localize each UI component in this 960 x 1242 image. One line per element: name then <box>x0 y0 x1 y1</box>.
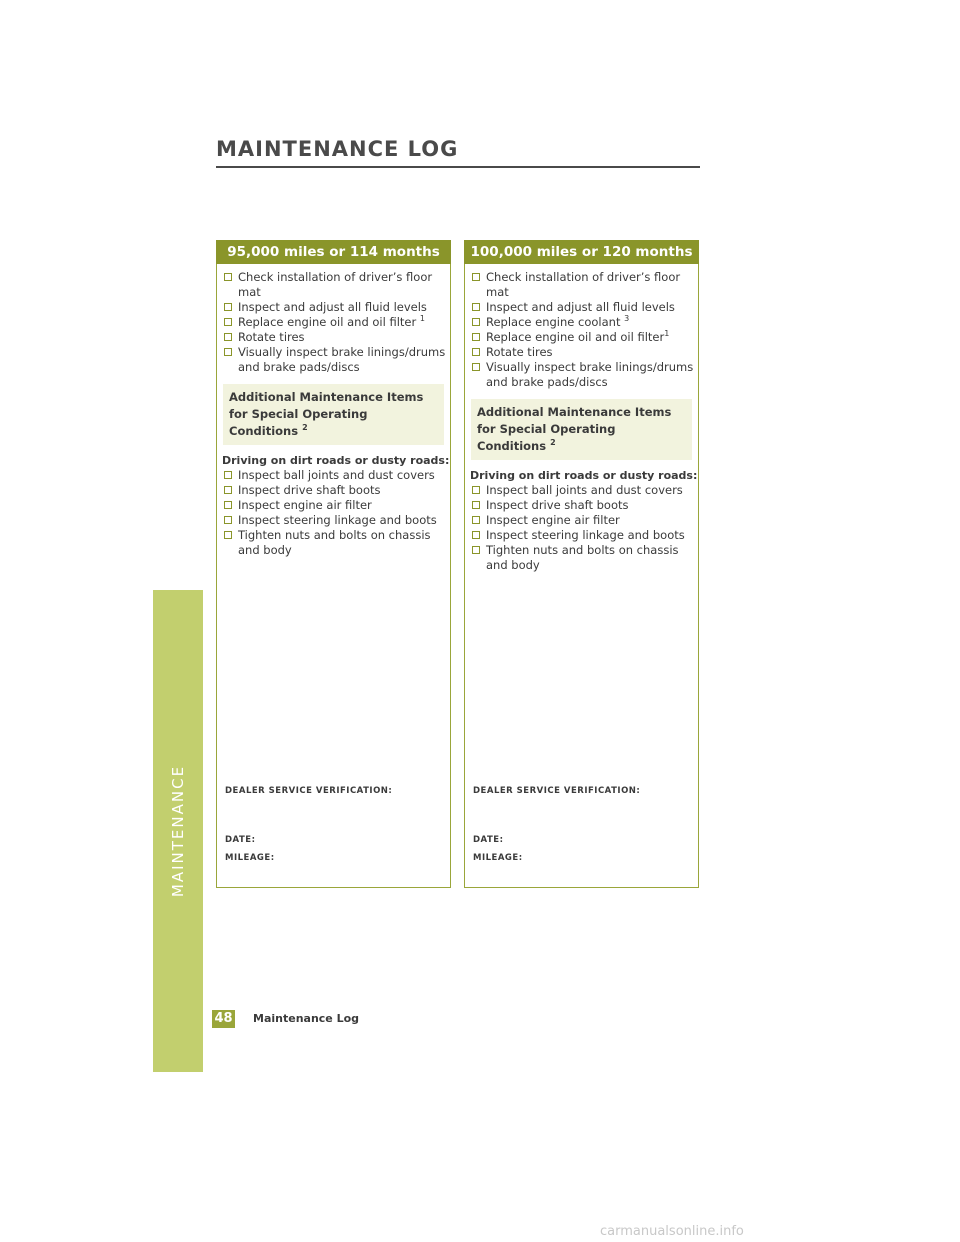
checklist-item <box>470 543 698 573</box>
checklist-item-text: Inspect drive shaft boots <box>486 498 629 512</box>
side-tab-label <box>153 590 203 1072</box>
checkbox[interactable] <box>224 501 232 509</box>
maintenance-column-100000 <box>464 240 699 888</box>
checklist-item-text: Inspect ball joints and dust covers <box>486 483 683 497</box>
checklist-item <box>470 513 698 528</box>
checkbox[interactable] <box>472 546 480 554</box>
checklist-item <box>222 345 450 375</box>
checkbox[interactable] <box>224 303 232 311</box>
footer-label: Maintenance Log <box>253 1012 360 1025</box>
checkbox[interactable] <box>472 501 480 509</box>
checklist-item <box>222 483 450 498</box>
checkbox[interactable] <box>472 333 480 341</box>
checklist-item <box>222 330 450 345</box>
checklist-item-text: Inspect and adjust all fluid levels <box>486 300 675 314</box>
condition-checklist <box>470 483 698 573</box>
checklist-item <box>470 528 698 543</box>
checkbox[interactable] <box>224 318 232 326</box>
checklist-item-text: Replace engine oil and oil filter <box>486 330 665 344</box>
maintenance-column-95000 <box>216 240 451 888</box>
watermark: carmanualsonline.info <box>600 1224 744 1239</box>
service-checklist <box>222 270 450 375</box>
checklist-item <box>470 315 698 330</box>
condition-heading: Driving on dirt roads or dusty roads: <box>222 454 450 467</box>
checklist-item <box>222 513 450 528</box>
checkbox[interactable] <box>224 333 232 341</box>
checklist-item-text: Check installation of driver’s floor mat <box>486 270 681 299</box>
checklist-item <box>470 345 698 360</box>
footnote-marker: 2 <box>302 423 308 433</box>
checklist-item-text: Visually inspect brake linings/drums and brake pads/discs <box>486 360 694 389</box>
checkbox[interactable] <box>472 363 480 371</box>
additional-items-title: Additional Maintenance Items for Special Operating Conditions <box>229 390 424 438</box>
column-body <box>217 264 450 558</box>
checklist-item-text: Inspect ball joints and dust covers <box>238 468 435 482</box>
footnote-marker: 1 <box>664 329 670 339</box>
checkbox[interactable] <box>472 273 480 281</box>
date-label: DATE: <box>225 835 256 845</box>
checkbox[interactable] <box>224 516 232 524</box>
mileage-label: MILEAGE: <box>225 853 275 863</box>
checklist-item-text: Inspect steering linkage and boots <box>486 528 685 542</box>
title-rule <box>216 166 700 168</box>
checklist-item-text: Tighten nuts and bolts on chassis and body <box>238 528 431 557</box>
checkbox[interactable] <box>472 516 480 524</box>
page-number: 48 <box>212 1010 235 1028</box>
footnote-marker: 3 <box>624 314 630 324</box>
checklist-item-text: Visually inspect brake linings/drums and brake pads/discs <box>238 345 446 374</box>
mileage-label: MILEAGE: <box>473 853 523 863</box>
checkbox[interactable] <box>472 318 480 326</box>
footnote-marker: 2 <box>550 438 556 448</box>
checklist-item-text: Inspect and adjust all fluid levels <box>238 300 427 314</box>
checklist-item-text: Replace engine coolant <box>486 315 625 329</box>
checkbox[interactable] <box>472 303 480 311</box>
checkbox[interactable] <box>224 348 232 356</box>
checklist-item <box>222 270 450 300</box>
dealer-verification-label: DEALER SERVICE VERIFICATION: <box>225 786 393 796</box>
dealer-verification-label: DEALER SERVICE VERIFICATION: <box>473 786 641 796</box>
column-header: 95,000 miles or 114 months <box>216 240 451 264</box>
checklist-item <box>470 300 698 315</box>
checklist-item <box>470 270 698 300</box>
checklist-item <box>470 483 698 498</box>
checkbox[interactable] <box>224 471 232 479</box>
footnote-marker: 1 <box>419 314 425 324</box>
checkbox[interactable] <box>472 486 480 494</box>
checklist-item-text: Replace engine oil and oil filter <box>238 315 420 329</box>
checkbox[interactable] <box>224 273 232 281</box>
column-header: 100,000 miles or 120 months <box>464 240 699 264</box>
checklist-item <box>470 360 698 390</box>
additional-items-title: Additional Maintenance Items for Special Operating Conditions <box>477 405 672 453</box>
checkbox[interactable] <box>472 348 480 356</box>
checklist-item <box>222 528 450 558</box>
condition-checklist <box>222 468 450 558</box>
checklist-item-text: Rotate tires <box>238 330 305 344</box>
checklist-item-text: Inspect engine air filter <box>486 513 620 527</box>
checklist-item-text: Inspect steering linkage and boots <box>238 513 437 527</box>
checklist-item <box>222 300 450 315</box>
page-title: MAINTENANCE LOG <box>216 137 459 161</box>
checklist-item-text: Inspect engine air filter <box>238 498 372 512</box>
side-tab-text: MAINTENANCE <box>169 764 187 898</box>
additional-items-box <box>223 384 444 445</box>
checklist-item <box>470 498 698 513</box>
checklist-item-text: Tighten nuts and bolts on chassis and body <box>486 543 679 572</box>
additional-items-box <box>471 399 692 460</box>
checkbox[interactable] <box>224 531 232 539</box>
service-checklist <box>470 270 698 390</box>
checkbox[interactable] <box>472 531 480 539</box>
checklist-item-text: Rotate tires <box>486 345 553 359</box>
checklist-item <box>470 330 698 345</box>
checklist-item <box>222 468 450 483</box>
column-body <box>465 264 698 573</box>
checklist-item-text: Inspect drive shaft boots <box>238 483 381 497</box>
date-label: DATE: <box>473 835 504 845</box>
checklist-item <box>222 315 450 330</box>
checklist-item-text: Check installation of driver’s floor mat <box>238 270 433 299</box>
checkbox[interactable] <box>224 486 232 494</box>
condition-heading: Driving on dirt roads or dusty roads: <box>470 469 698 482</box>
checklist-item <box>222 498 450 513</box>
